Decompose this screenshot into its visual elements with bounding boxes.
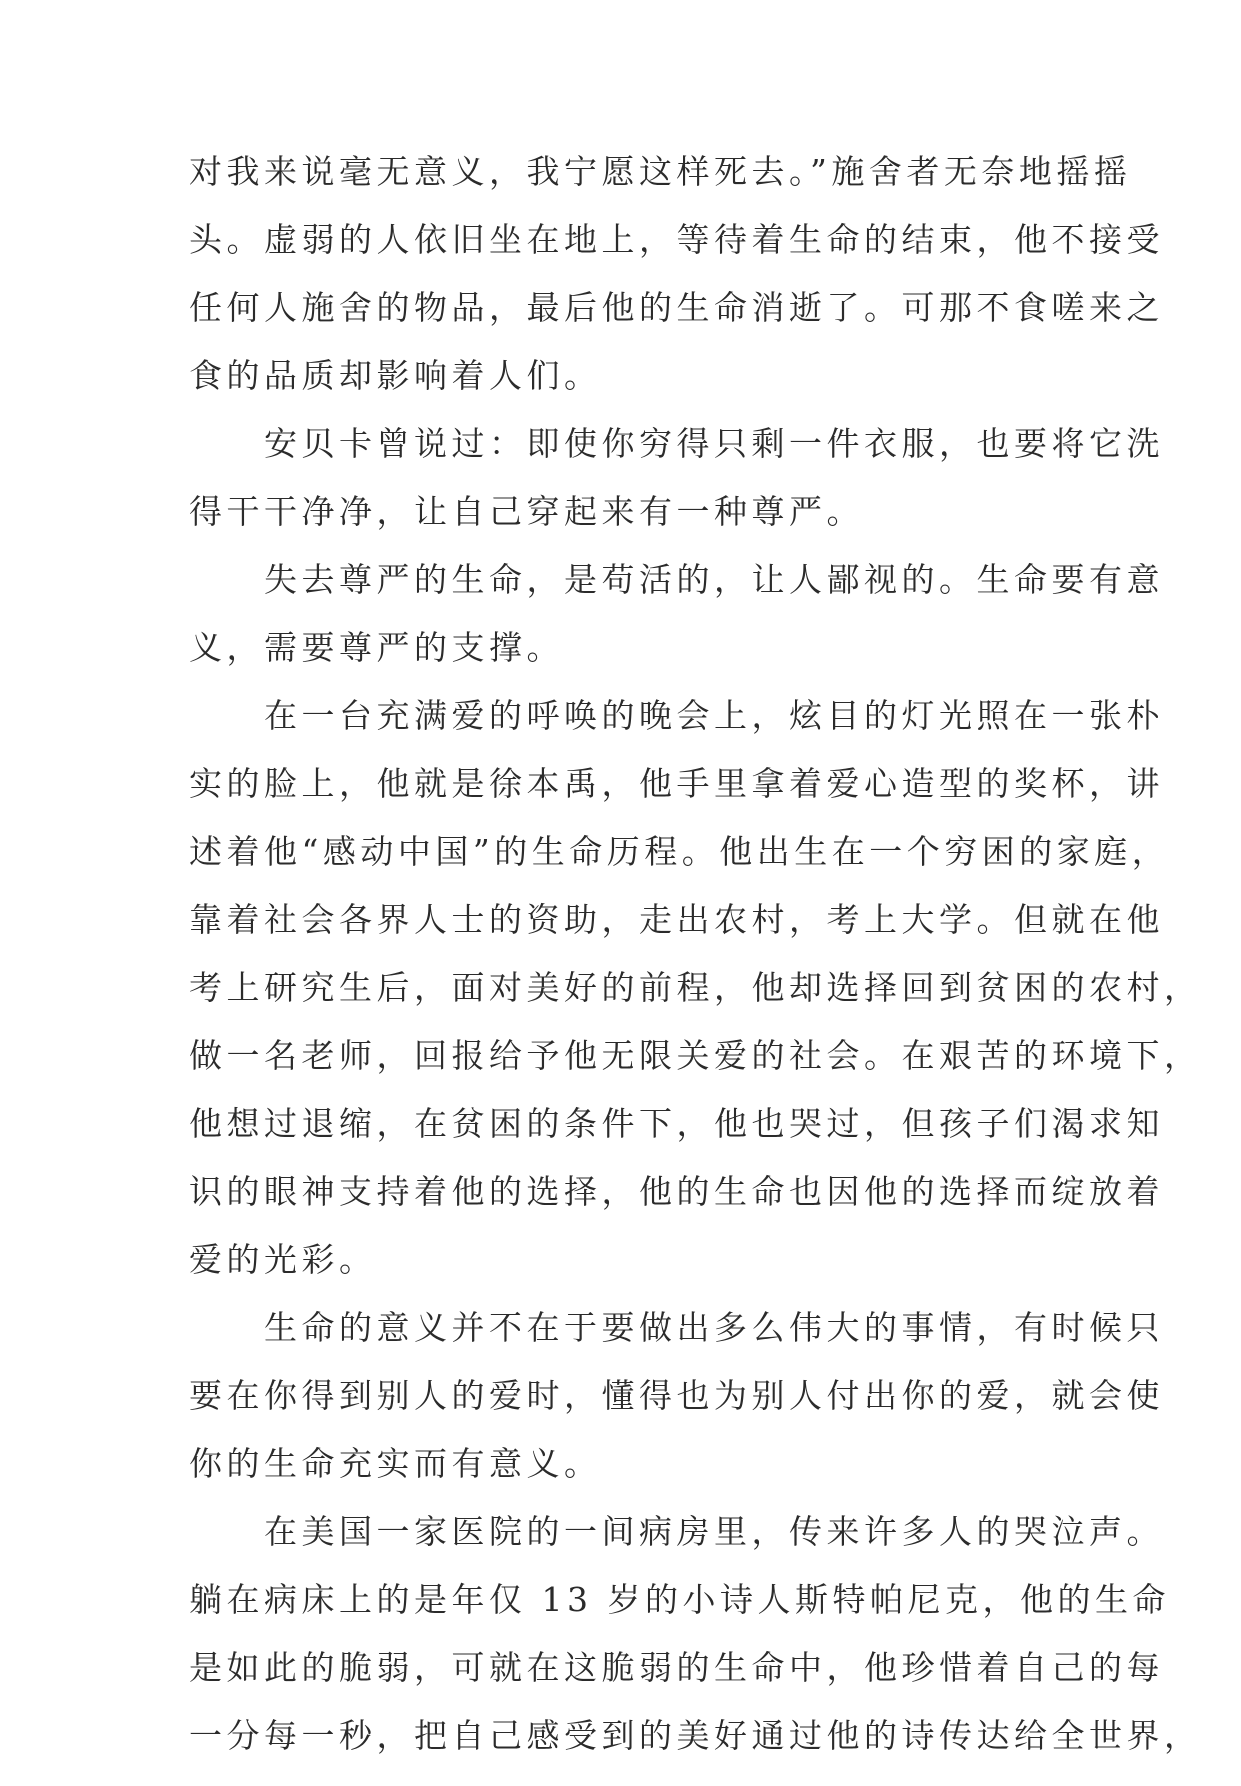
- text-line: 他想过退缩，在贫困的条件下，他也哭过，但孩子们渴求知: [189, 1104, 1164, 1143]
- text-line: 食的品质却影响着人们。: [189, 356, 602, 395]
- text-line: 任何人施舍的物品，最后他的生命消逝了。可那不食嗟来之: [189, 288, 1164, 327]
- paragraph: [189, 560, 1164, 667]
- text-line: 识的眼神支持着他的选择，他的生命也因他的选择而绽放着: [189, 1172, 1164, 1211]
- text-line: 实的脸上，他就是徐本禹，他手里拿着爱心造型的奖杯，讲: [189, 764, 1164, 803]
- paragraph: [189, 152, 1164, 395]
- text-line: 一分每一秒，把自己感受到的美好通过他的诗传达给全世界，: [189, 1716, 1202, 1755]
- text-line: 是如此的脆弱，可就在这脆弱的生命中，他珍惜着自己的每: [189, 1648, 1164, 1687]
- text-line: 得干干净净，让自己穿起来有一种尊严。: [189, 492, 864, 531]
- text-line: 在美国一家医院的一间病房里，传来许多人的哭泣声。: [189, 1512, 1164, 1551]
- text-line: 做一名老师，回报给予他无限关爱的社会。在艰苦的环境下，: [189, 1036, 1202, 1075]
- text-line: 义，需要尊严的支撑。: [189, 628, 564, 667]
- text-line: 躺在病床上的是年仅 13 岁的小诗人斯特帕尼克，他的生命: [189, 1580, 1170, 1619]
- text-line: 失去尊严的生命，是苟活的，让人鄙视的。生命要有意: [189, 560, 1164, 599]
- text-line: 安贝卡曾说过：即使你穷得只剩一件衣服，也要将它洗: [189, 424, 1164, 463]
- text-line: 你的生命充实而有意义。: [189, 1444, 602, 1483]
- paragraph: [189, 424, 1164, 531]
- text-line: 靠着社会各界人士的资助，走出农村，考上大学。但就在他: [189, 900, 1164, 939]
- text-line: 在一台充满爱的呼唤的晚会上，炫目的灯光照在一张朴: [189, 696, 1164, 735]
- paragraph: [189, 1308, 1164, 1483]
- text-line: 对我来说毫无意义，我宁愿这样死去。”施舍者无奈地摇摇: [189, 152, 1132, 191]
- text-line: 生命的意义并不在于要做出多么伟大的事情，有时候只: [189, 1308, 1164, 1347]
- document-body: [189, 152, 1202, 1786]
- paragraph: [189, 1512, 1202, 1755]
- text-line: 述着他“感动中国”的生命历程。他出生在一个穷困的家庭，: [189, 832, 1170, 871]
- text-line: 考上研究生后，面对美好的前程，他却选择回到贫困的农村，: [189, 968, 1202, 1007]
- text-line: 爱的光彩。: [189, 1240, 377, 1279]
- text-line: 要在你得到别人的爱时，懂得也为别人付出你的爱，就会使: [189, 1376, 1164, 1415]
- text-line: 头。虚弱的人依旧坐在地上，等待着生命的结束，他不接受: [189, 220, 1164, 259]
- paragraph: [189, 696, 1202, 1279]
